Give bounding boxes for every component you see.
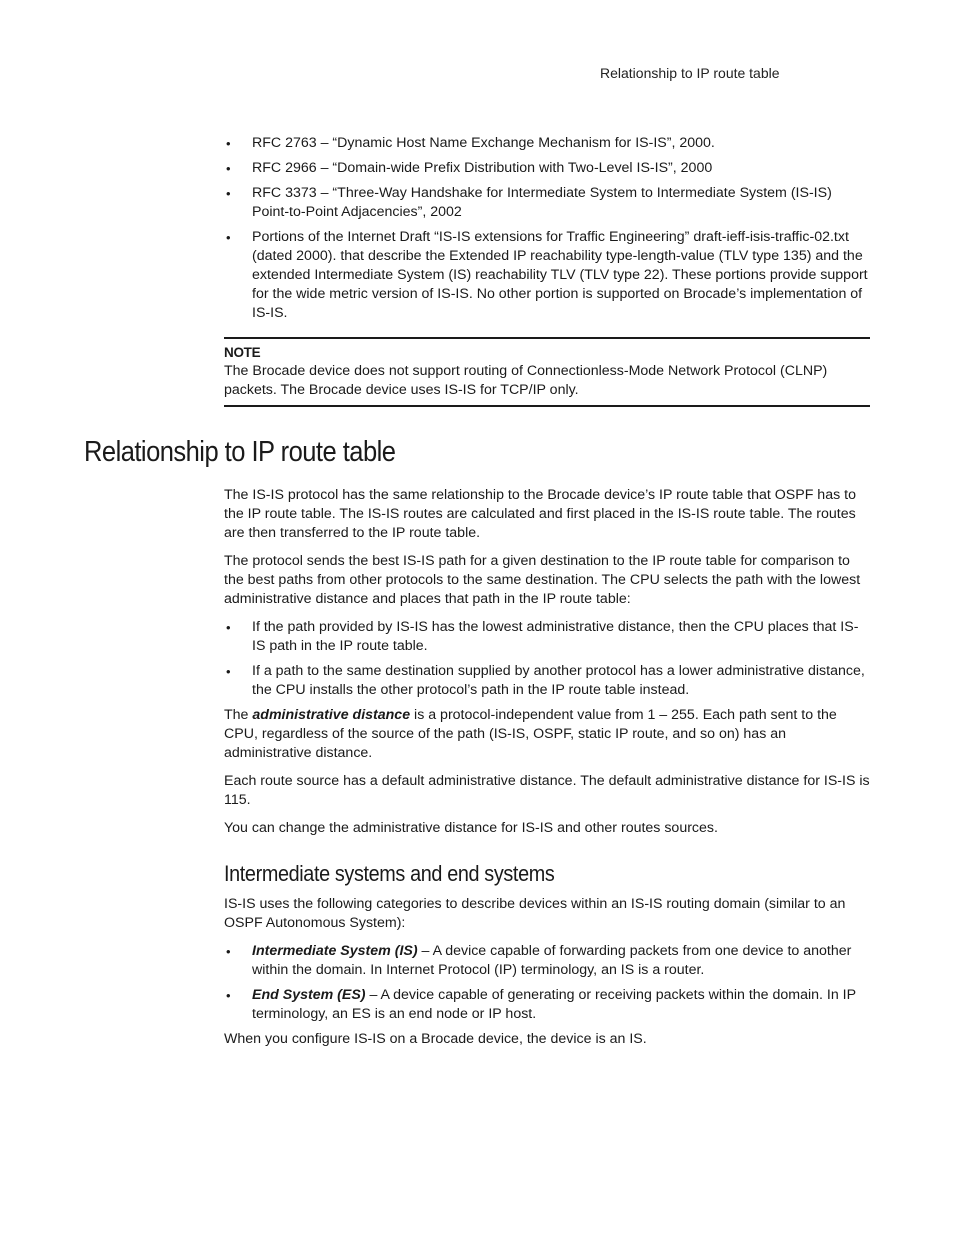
paragraph: Each route source has a default administrative distance. The default administrative distance for IS-IS is 115. [224, 773, 870, 808]
running-header: Relationship to IP route table [600, 65, 780, 81]
term-end-system: End System (ES) [252, 987, 366, 1003]
list-item-text: – A device capable of generating or receiving packets within the domain. In IP terminology, an ES is an end node or IP host. [252, 987, 856, 1022]
list-item [224, 986, 870, 1024]
bullet-icon: • [226, 161, 231, 176]
paragraph: You can change the administrative distance for IS-IS and other routes sources. [224, 820, 718, 836]
note-label: NOTE [224, 345, 261, 360]
list-item-text: – A device capable of forwarding packets from one device to another within the domain. In Internet Protocol (IP) terminology, an IS is a router. [252, 943, 852, 978]
bullet-icon: • [226, 186, 231, 201]
bullet-icon: • [226, 664, 231, 679]
list-item [224, 942, 870, 980]
route-selection-list [224, 618, 870, 700]
list-item-text: RFC 2966 – “Domain-wide Prefix Distribution with Two-Level IS-IS”, 2000 [252, 160, 713, 176]
paragraph: When you configure IS-IS on a Brocade device, the device is an IS. [224, 1031, 647, 1047]
paragraph-admin-distance [224, 706, 870, 763]
paragraph: IS-IS uses the following categories to describe devices within an IS-IS routing domain (similar to an OSPF Autonomous System): [224, 896, 846, 931]
list-item-text: If the path provided by IS-IS has the lowest administrative distance, then the CPU places that IS-IS path in the IP route table. [252, 619, 859, 654]
list-item [224, 159, 870, 178]
term-intermediate-system: Intermediate System (IS) [252, 943, 418, 959]
list-item-text: RFC 2763 – “Dynamic Host Name Exchange Mechanism for IS-IS”, 2000. [252, 135, 715, 151]
note-box [224, 337, 870, 407]
paragraph: The protocol sends the best IS-IS path for a given destination to the IP route table for comparison to the best paths from other protocols to the same destination. The CPU selects the path with the lowest administrative distance and places that path in the IP route table: [224, 553, 861, 607]
list-item [224, 662, 870, 700]
system-types-list [224, 942, 870, 1024]
list-item-text: If a path to the same destination supplied by another protocol has a lower administrative distance, the CPU installs the other protocol’s path in the IP route table instead. [252, 663, 865, 698]
main-section [224, 486, 870, 1058]
list-item-text: Portions of the Internet Draft “IS-IS extensions for Traffic Engineering” draft-ieff-isis-traffic-02.txt (dated 2000). that describe the Extended IP reachability type-length-value (TLV type 135) and the extended Intermediate System (IS) reachability TLV (TLV type 22). These portions provide support for the wide metric version of IS-IS. No other portion is supported on Brocade’s implementation of IS-IS. [252, 229, 868, 321]
rfc-bullet-list [224, 134, 870, 323]
paragraph-prefix: The [224, 707, 253, 723]
list-item [224, 134, 870, 153]
list-item-text: RFC 3373 – “Three-Way Handshake for Intermediate System to Intermediate System (IS-IS) Point-to-Point Adjacencies”, 2002 [252, 185, 832, 220]
bullet-icon: • [226, 136, 231, 151]
list-item [224, 228, 870, 323]
top-section [224, 134, 870, 407]
paragraph: The IS-IS protocol has the same relationship to the Brocade device’s IP route table that OSPF has to the IP route table. The IS-IS routes are calculated and first placed in the IS-IS route table. The routes are then transferred to the IP route table. [224, 487, 856, 541]
paragraph-rest: is a protocol-independent value from 1 – 255. Each path sent to the CPU, regardless of the source of the path (IS-IS, OSPF, static IP route, and so on) has an administrative distance. [224, 707, 837, 761]
section-title: Relationship to IP route table [84, 436, 396, 468]
bullet-icon: • [226, 988, 231, 1003]
bullet-icon: • [226, 230, 231, 245]
note-text: The Brocade device does not support routing of Connectionless-Mode Network Protocol (CLNP) packets. The Brocade device uses IS-IS for TCP/IP only. [224, 363, 828, 398]
bullet-icon: • [226, 944, 231, 959]
list-item [224, 184, 870, 222]
list-item [224, 618, 870, 656]
bullet-icon: • [226, 620, 231, 635]
subsection-title: Intermediate systems and end systems [224, 861, 555, 886]
term-administrative-distance: administrative distance [252, 707, 411, 723]
